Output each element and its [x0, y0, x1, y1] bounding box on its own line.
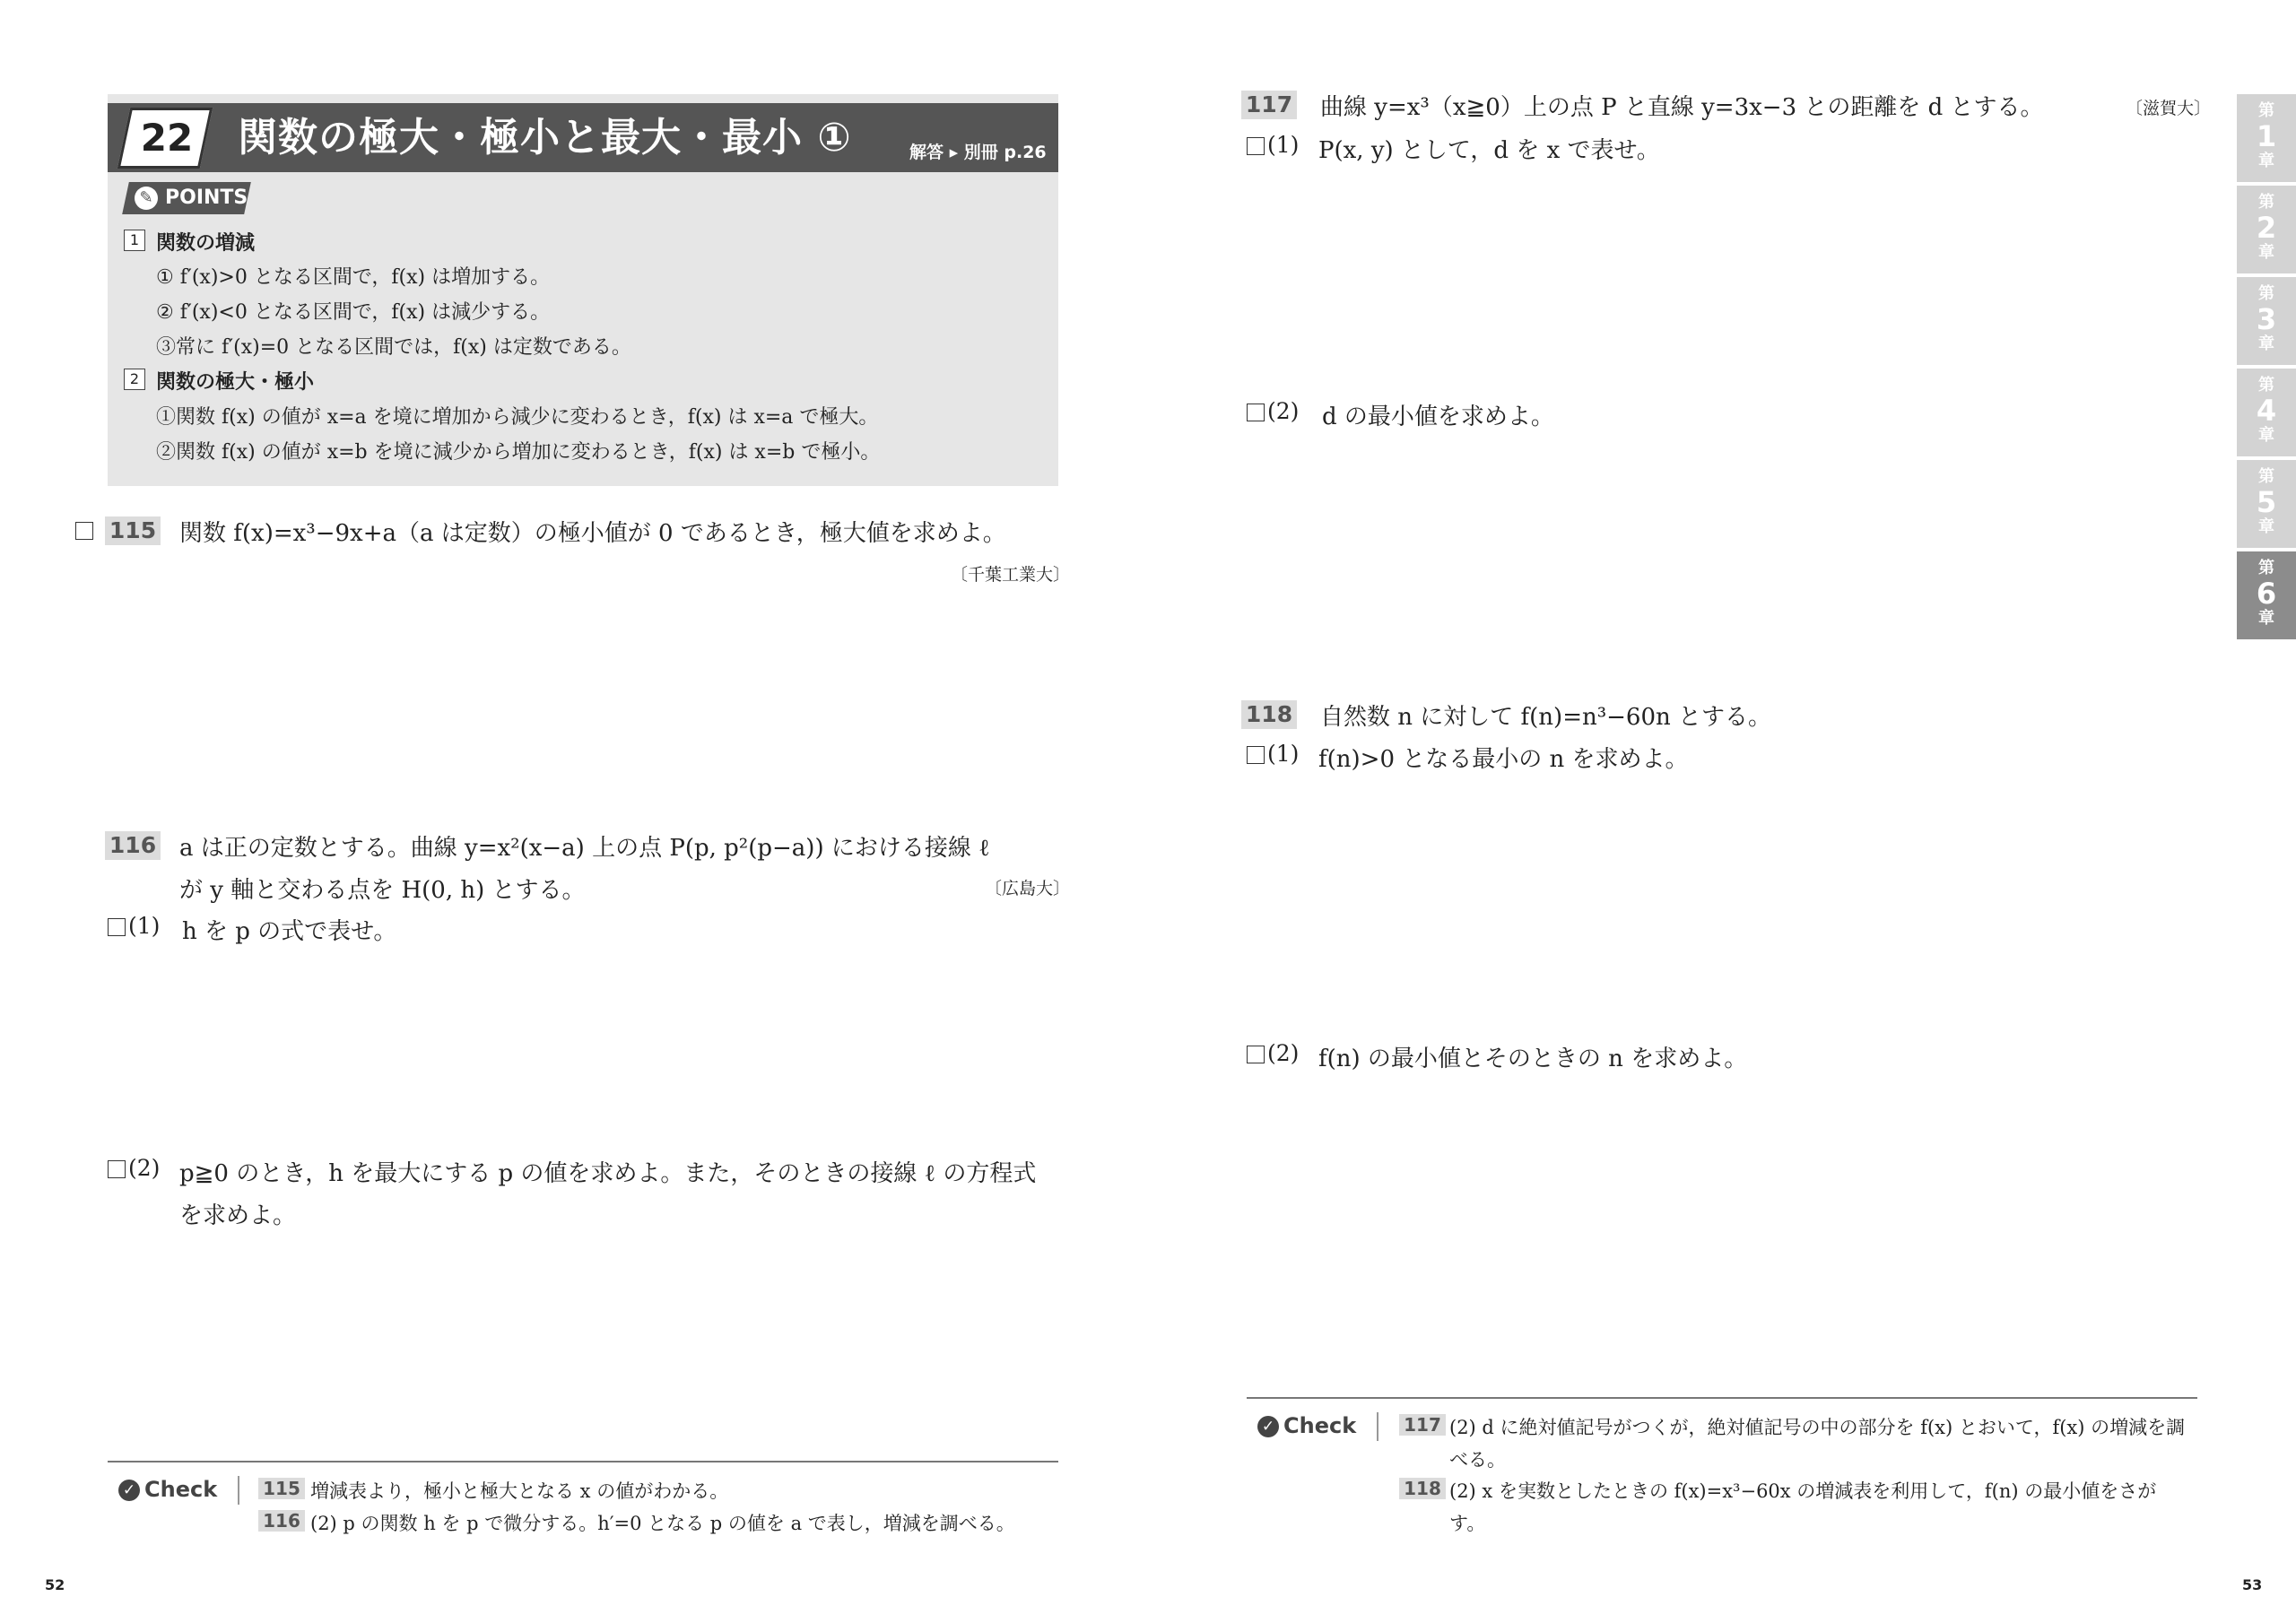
- problem-117-source: 〔滋賀大〕: [2126, 99, 2212, 118]
- problem-118-number: 118: [1241, 700, 1297, 729]
- chapter-tab-5[interactable]: [2237, 460, 2296, 548]
- check-divider: [108, 1461, 1058, 1462]
- problem-116-1-checkbox[interactable]: [108, 918, 126, 936]
- problem-116-1-text: h を p の式で表せ。: [182, 918, 397, 945]
- check-hint-117-cont: べる。: [1449, 1449, 1506, 1471]
- problem-117-2-checkbox[interactable]: [1247, 404, 1265, 421]
- pencil-icon: ✎: [135, 187, 158, 210]
- chapter-tab-prefix: 第: [2258, 101, 2274, 120]
- problem-116-2-text-cont: を求めよ。: [179, 1202, 297, 1229]
- problem-118-1-checkbox[interactable]: [1247, 746, 1265, 764]
- problem-116-2-label: (2): [128, 1155, 161, 1181]
- problem-118-2-label: (2): [1267, 1040, 1300, 1066]
- chapter-tab-suffix: 章: [2258, 609, 2274, 628]
- check-separator: [238, 1476, 239, 1505]
- problem-116-text: a は正の定数とする。曲線 y=x²(x−a) 上の点 P(p, p²(p−a)) における接線 ℓ: [179, 835, 990, 862]
- check-hint-118: (2) x を実数としたときの f(x)=x³−60x の増減表を利用して，f(n) の最小値をさが: [1449, 1480, 2157, 1502]
- chapter-tab-number: 4: [2256, 394, 2277, 428]
- problem-117-2-label: (2): [1267, 398, 1300, 424]
- point-line: ② f′(x)<0 となる区間で，f(x) は減少する。: [156, 301, 551, 324]
- point-line: ②関数 f(x) の値が x=b を境に減少から増加に変わるとき，f(x) は x=b で極小。: [156, 441, 881, 464]
- problem-116-source: 〔広島大〕: [985, 879, 1071, 898]
- check-divider: [1247, 1397, 2197, 1399]
- check-right-label: [1257, 1413, 1356, 1438]
- problem-117-1-label: (1): [1267, 132, 1300, 158]
- page-number-right: 53: [2242, 1576, 2263, 1593]
- problem-118-1-label: (1): [1267, 741, 1300, 767]
- chapter-tab-suffix: 章: [2258, 334, 2274, 353]
- check-icon: ✓: [1257, 1416, 1279, 1437]
- point-number: 2: [124, 369, 145, 390]
- chapter-tab-number: 6: [2256, 577, 2277, 611]
- problem-117-2-text: d の最小値を求めよ。: [1322, 404, 1554, 430]
- answer-reference: 解答 ▸ 別冊 p.26: [909, 143, 1047, 162]
- point-line: ①関数 f(x) の値が x=a を境に増加から減少に変わるとき，f(x) は x=a で極大。: [156, 406, 879, 429]
- page-number-left: 52: [45, 1576, 65, 1593]
- chapter-tab-6[interactable]: [2237, 551, 2296, 639]
- problem-116-2-text: p≧0 のとき，h を最大にする p の値を求めよ。また，そのときの接線 ℓ の方程式: [179, 1160, 1037, 1187]
- chapter-tab-2[interactable]: [2237, 186, 2296, 273]
- problem-118-2-text: f(n) の最小値とそのときの n を求めよ。: [1318, 1046, 1748, 1072]
- chapter-tab-1[interactable]: [2237, 94, 2296, 182]
- point-heading: 関数の増減: [156, 232, 256, 255]
- problem-117-1-checkbox[interactable]: [1247, 137, 1265, 155]
- problem-118-text: 自然数 n に対して f(n)=n³−60n とする。: [1320, 704, 1772, 731]
- problem-115-number: 115: [105, 516, 161, 545]
- point-heading: 関数の極大・極小: [156, 371, 315, 394]
- chapter-tab-suffix: 章: [2258, 426, 2274, 445]
- check-left-label: [118, 1477, 217, 1502]
- problem-118-2-checkbox[interactable]: [1247, 1046, 1265, 1063]
- chapter-tab-prefix: 第: [2258, 559, 2274, 577]
- check-tag-116: 116: [258, 1510, 305, 1532]
- check-tag-115: 115: [258, 1478, 305, 1499]
- problem-117-text: 曲線 y=x³（x≧0）上の点 P と直線 y=3x−3 との距離を d とする。: [1320, 94, 2044, 121]
- chapter-tab-4[interactable]: [2237, 369, 2296, 456]
- problem-118-1-text: f(n)>0 となる最小の n を求めよ。: [1318, 746, 1689, 773]
- chapter-tab-suffix: 章: [2258, 152, 2274, 170]
- points-label: POINTS: [165, 187, 248, 209]
- check-hint-118-cont: す。: [1449, 1513, 1486, 1534]
- problem-116-1-label: (1): [128, 913, 161, 939]
- problem-117-1-text: P(x, y) として，d を x で表せ。: [1318, 137, 1660, 164]
- section-number: 22: [140, 116, 194, 160]
- chapter-tab-prefix: 第: [2258, 193, 2274, 212]
- point-number: 1: [124, 230, 145, 251]
- chapter-tab-prefix: 第: [2258, 467, 2274, 486]
- problem-116-text-cont: が y 軸と交わる点を H(0, h) とする。: [179, 877, 586, 904]
- chapter-tab-suffix: 章: [2258, 243, 2274, 262]
- chapter-tab-number: 2: [2256, 211, 2277, 245]
- check-icon: ✓: [118, 1480, 140, 1501]
- chapter-tab-prefix: 第: [2258, 376, 2274, 395]
- check-hint-115: 増減表より，極小と極大となる x の値がわかる。: [310, 1480, 729, 1502]
- chapter-tab-number: 5: [2256, 485, 2277, 519]
- problem-115-text: 関数 f(x)=x³−9x+a（a は定数）の極小値が 0 であるとき，極大値を求めよ。: [179, 520, 1006, 547]
- problem-115-source: 〔千葉工業大〕: [951, 565, 1071, 585]
- check-left-text: Check: [144, 1477, 218, 1502]
- check-hint-116: (2) p の関数 h を p で微分する。h′=0 となる p の値を a で表し，増減を調べる。: [310, 1513, 1015, 1534]
- check-tag-118: 118: [1399, 1478, 1446, 1499]
- chapter-tab-prefix: 第: [2258, 284, 2274, 303]
- check-hint-117: (2) d に絶対値記号がつくが，絶対値記号の中の部分を f(x) とおいて，f(x) の増減を調: [1449, 1417, 2186, 1438]
- point-line: ③常に f′(x)=0 となる区間では，f(x) は定数である。: [156, 336, 631, 359]
- problem-116-number: 116: [105, 831, 161, 860]
- chapter-tab-number: 1: [2256, 119, 2277, 153]
- check-tag-117: 117: [1399, 1414, 1446, 1436]
- check-right-text: Check: [1283, 1413, 1357, 1438]
- problem-115-checkbox[interactable]: [75, 522, 93, 540]
- problem-117-number: 117: [1241, 91, 1297, 119]
- check-separator: [1377, 1412, 1378, 1441]
- point-line: ① f′(x)>0 となる区間で，f(x) は増加する。: [156, 266, 551, 289]
- chapter-tab-suffix: 章: [2258, 517, 2274, 536]
- chapter-tab-number: 3: [2256, 302, 2277, 336]
- section-title: 関数の極大・極小と最大・最小 ①: [238, 115, 852, 161]
- chapter-tab-3[interactable]: [2237, 277, 2296, 365]
- problem-116-2-checkbox[interactable]: [108, 1160, 126, 1178]
